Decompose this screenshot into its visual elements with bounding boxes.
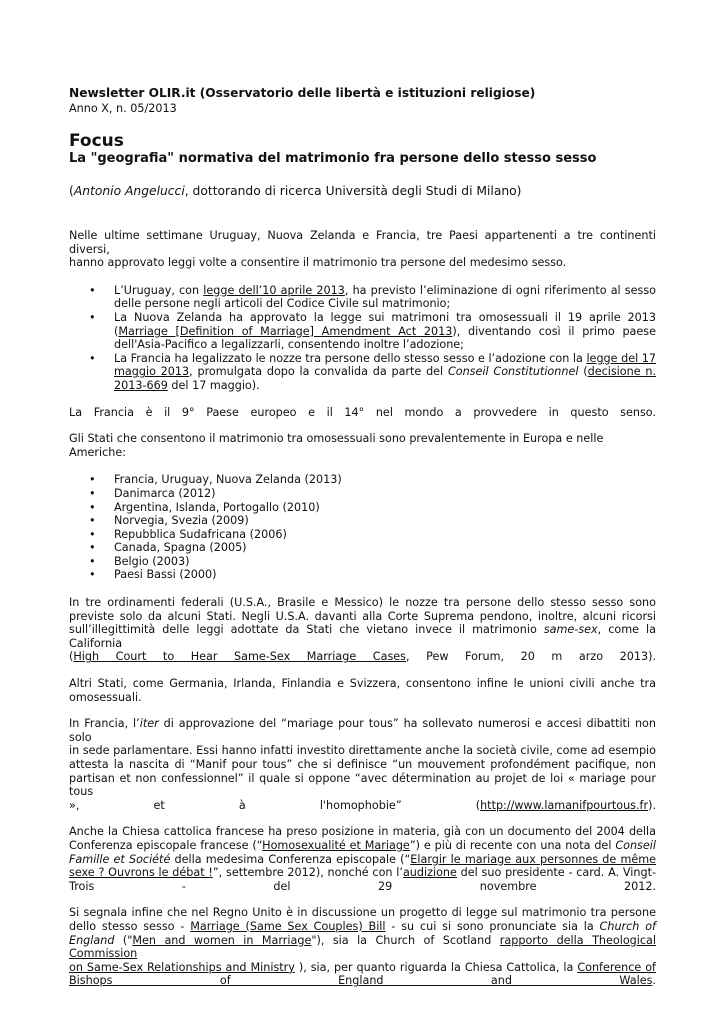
decision-link[interactable]: decisione n. 2013-669 bbox=[114, 365, 657, 392]
bullet-icon: • bbox=[89, 527, 96, 541]
country-item: • Paesi Bassi (2000) bbox=[89, 568, 217, 582]
bullet-icon: • bbox=[89, 541, 96, 555]
bishops-conference-link-cont[interactable]: Bishops of England and Wales bbox=[69, 974, 653, 988]
country-item: • Belgio (2003) bbox=[89, 554, 190, 568]
men-women-marriage-link[interactable]: Men and women in Marriage bbox=[132, 933, 312, 947]
author-line: (Antonio Angelucci, dottorando di ricerca Università degli Studi di Milano) bbox=[69, 184, 522, 198]
uruguay-law-link[interactable]: legge dell’10 aprile 2013 bbox=[203, 283, 345, 297]
elargir-mariage-link[interactable]: Elargir le mariage aux personnes de même bbox=[410, 852, 657, 866]
church-paragraph: Anche la Chiesa cattolica francese ha preso posizione in materia, già con un documento del 2004 della Conferenza episcopale francese (“Homosexualité et Mariage”) e più di recente con una nota del Conseil Famille et Société della medesima Conferenza episcopale (“Elargir le mariage aux personnes de même sexe ? Ouvrons le débat !”, settembre 2012), nonché con l’audizione del suo presidente - card. A. Vingt- Trois - del 29 novembre 2012. bbox=[69, 825, 657, 893]
newsletter-issue: Anno X, n. 05/2013 bbox=[69, 102, 177, 115]
bullet-icon: • bbox=[89, 514, 96, 528]
intro-line-2: hanno approvato leggi volte a consentire il matrimonio tra persone del medesimo sesso. bbox=[69, 256, 567, 270]
bullet-icon: • bbox=[89, 486, 96, 500]
marriage-bill-link[interactable]: Marriage (Same Sex Couples) Bill bbox=[190, 919, 386, 933]
bullet-icon: • bbox=[89, 554, 96, 568]
bullet-icon: • bbox=[89, 351, 96, 365]
elargir-mariage-link-cont[interactable]: sexe ? Ouvrons le débat ! bbox=[69, 866, 213, 880]
bishops-conference-link[interactable]: Conference of bbox=[577, 960, 656, 974]
list-item: • L’Uruguay, con legge dell’10 aprile 2013, ha previsto l’eliminazione di ogni riferimento al sesso delle persone negli articoli del Codice Civile sul matrimonio; bbox=[89, 283, 657, 311]
author-affiliation: , dottorando di ricerca Università degli Studi di Milano) bbox=[184, 184, 522, 198]
manif-pour-tous-link[interactable]: http://www.lamanifpourtous.fr bbox=[480, 798, 649, 812]
list-item: • La Francia ha legalizzato le nozze tra persone dello stesso sesso e l’adozione con la legge del 17 maggio 2013, promulgata dopo la convalida da parte del Conseil Constitutionnel (decisione n. 2013-669 del 17 maggio). bbox=[89, 351, 657, 392]
country-item: • Francia, Uruguay, Nuova Zelanda (2013) bbox=[89, 473, 342, 487]
article-headline: La "geografia" normativa del matrimonio fra persone dello stesso sesso bbox=[69, 151, 597, 166]
bullet-icon: • bbox=[89, 568, 96, 582]
bullet-icon: • bbox=[89, 283, 96, 297]
high-court-link[interactable]: High Court to Hear Same-Sex Marriage Cases bbox=[73, 650, 406, 664]
france-debate-paragraph: In Francia, l’iter di approvazione del “mariage pour tous” ha sollevato numerosi e accesi dibattiti non solo in sede parlamentare. Essi hanno infatti investito direttamente anche la società civile, come ad esempio attesta la nascita di “Manif pour tous” che si definisce “un mouvement profondément pacifique, non partisan et non confessionnel” il quale si oppone “avec détermination au projet de loi « mariage pour tous », et à l'homophobie” (http://www.lamanifpourtous.fr). bbox=[69, 717, 657, 812]
uk-paragraph: Si segnala infine che nel Regno Unito è in discussione un progetto di legge sul matrimonio tra persone dello stesso sesso - Marriage (Same Sex Couples) Bill - su cui si sono pronunciate sia la Church of England ("Men and women in Marriage"), sia la Church of Scotland rapporto della Theological Commission on Same-Sex Relationships and Ministry ), sia, per quanto riguarda la Chiesa Cattolica, la Conference of Bishops of England and Wales. bbox=[69, 906, 656, 988]
country-item: • Danimarca (2012) bbox=[89, 486, 216, 500]
author-name: Antonio Angelucci bbox=[73, 184, 185, 198]
civil-unions-paragraph: Altri Stati, come Germania, Irlanda, Finlandia e Svizzera, consentono infine le unioni civili anche tra omosessuali. bbox=[69, 677, 656, 704]
document-page bbox=[69, 86, 656, 988]
theological-commission-link-cont[interactable]: on Same-Sex Relationships and Ministry bbox=[69, 960, 295, 974]
country-item: • Repubblica Sudafricana (2006) bbox=[89, 527, 287, 541]
audizione-link[interactable]: audizione bbox=[402, 866, 457, 880]
intro-line-1: Nelle ultime settimane Uruguay, Nuova Zelanda e Francia, tre Paesi appartenenti a tre continenti diversi, bbox=[69, 229, 656, 256]
federal-paragraph: In tre ordinamenti federali (U.S.A., Brasile e Messico) le nozze tra persone dello stesso sesso sono previste solo da alcuni Stati. Negli U.S.A. davanti alla Corte Suprema pendono, inoltre, alcuni ricorsi sull’illegittimità delle leggi adottate da Stati che vietano invece il matrimonio same-sex, come la California (High Court to Hear Same-Sex Marriage Cases, Pew Forum, 20 m arzo 2013). bbox=[69, 596, 656, 664]
states-intro-text: Gli Stati che consentono il matrimonio tra omosessuali sono prevalentemente in Europa e nelle Americhe: bbox=[69, 432, 604, 459]
country-item: • Argentina, Islanda, Portogallo (2010) bbox=[89, 500, 320, 514]
laws-list bbox=[69, 284, 656, 393]
homosexualite-mariage-link[interactable]: Homosexualité et Mariage bbox=[262, 838, 410, 852]
france-law-link[interactable]: legge del 17 maggio 2013 bbox=[114, 351, 656, 379]
france-rank-text: La Francia è il 9° Paese europeo e il 14° nel mondo a provvedere in questo senso. bbox=[69, 405, 656, 419]
theological-commission-link[interactable]: rapporto della Theological Commission bbox=[69, 933, 656, 961]
countries-list bbox=[69, 473, 656, 582]
section-title: Focus bbox=[69, 131, 124, 151]
nz-act-link[interactable]: Marriage [Definition of Marriage] Amendment Act 2013 bbox=[118, 324, 453, 338]
country-item: • Norvegia, Svezia (2009) bbox=[89, 514, 249, 528]
newsletter-title: Newsletter OLIR.it (Osservatorio delle libertà e istituzioni religiose) bbox=[69, 86, 536, 100]
bullet-icon: • bbox=[89, 473, 96, 487]
bullet-icon: • bbox=[89, 310, 96, 324]
list-item: • La Nuova Zelanda ha approvato la legge sui matrimoni tra omosessuali il 19 aprile 2013 (Marriage [Definition of Marriage] Amendment Act 2013), diventando così il primo paese dell'Asia-Pacifico a legalizzarli, consentendo inoltre l’adozione; bbox=[89, 310, 656, 352]
bullet-icon: • bbox=[89, 500, 96, 514]
country-item: • Canada, Spagna (2005) bbox=[89, 541, 247, 555]
